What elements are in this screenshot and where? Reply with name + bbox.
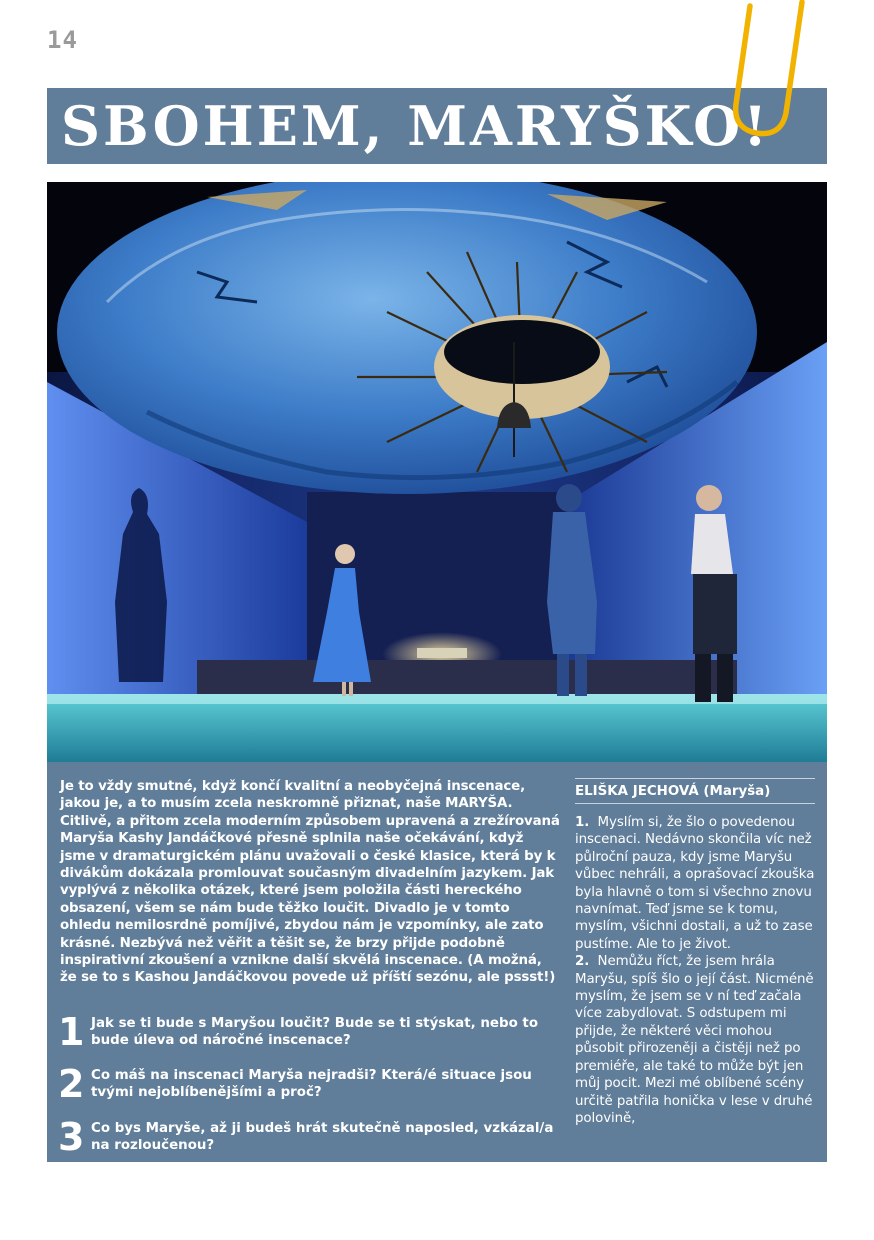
interview-sidebar [575, 778, 815, 1127]
question-text: Jak se ti bude s Maryšou loučit? Bude se ti stýskat, nebo to bude úleva od náročné inscenace? [91, 1016, 539, 1048]
paperclip-icon [726, 0, 808, 146]
text-panel [47, 762, 827, 1162]
answer-1 [575, 814, 815, 953]
question-text: Co bys Maryše, až ji budeš hrát skutečně naposled, vzkázal/a na rozloučenou? [91, 1121, 554, 1153]
stage-photo [47, 182, 827, 762]
page-number: 14 [47, 26, 78, 54]
question-number: 3 [58, 1115, 85, 1159]
answer-number: 2. [575, 954, 590, 970]
answer-text: Myslím si, že šlo o povedenou inscenaci. Nedávno skončila víc než půlroční pauza, kdy jsme Maryšu vůbec nehráli, a oprašovací zkouška byla hlavně o tom si všechno znovu navnímat. Teď jsme se k tomu, myslím, všichni dostali, a už to zase pustíme. Ale to je život. [575, 815, 815, 952]
answer-2 [575, 953, 815, 1127]
question-3 [58, 1115, 558, 1159]
question-number: 2 [58, 1062, 85, 1106]
question-text: Co máš na inscenaci Maryša nejradši? Která/é situace jsou tvými nejoblíbenějšími a proč? [91, 1068, 532, 1100]
question-2 [58, 1062, 558, 1106]
interviewee-heading: ELIŠKA JECHOVÁ (Maryša) [575, 784, 771, 799]
question-1 [58, 1010, 558, 1054]
answer-text: Nemůžu říct, že jsem hrála Maryšu, spíš šlo o její část. Nicméně myslím, že jsem se v ní teď začala více zabydlovat. S odstupem mi přijde, že některé věci mohou působit přirozeněji a čistěji než po premiéře, ale také to může být jen můj pocit. Mezi mé oblíbené scény určitě patřila honička v lese v druhé polovině, [575, 954, 814, 1126]
page-title: SBOHEM, MARYŠKO! [61, 94, 770, 158]
divider [575, 803, 815, 804]
title-band [47, 88, 827, 164]
answer-number: 1. [575, 815, 590, 830]
question-number: 1 [58, 1010, 85, 1054]
intro-paragraph: Je to vždy smutné, když končí kvalitní a neobyčejná inscenace, jakou je, a to musím zcela neskromně přiznat, naše MARYŠA. Citlivě, a přitom zcela moderním způsobem upravená a zrežírovaná Maryša Kashy Jandáčkové přesně splnila naše očekávání, když jsme v dramaturgickém plánu uvažovali o české klasice, která by k divákům dokázala promlouvat současným divadelním jazykem. Jak vyplývá z několika otázek, které jsem položila části hereckého obsazení, všem se nám bude těžko loučit. Divadlo je v tomto ohledu nemilosrdně pomíjivé, zbydou nám je vzpomínky, ale zato krásné. Nezbývá než věřit a těšit se, že brzy přijde podobně inspirativní zkoušení a vznikne další skvělá inscenace. (A možná, že se to s Kashou Jandáčkovou povede už příští sezónu, ale pssst!) [60, 779, 560, 986]
answers [575, 814, 815, 1127]
